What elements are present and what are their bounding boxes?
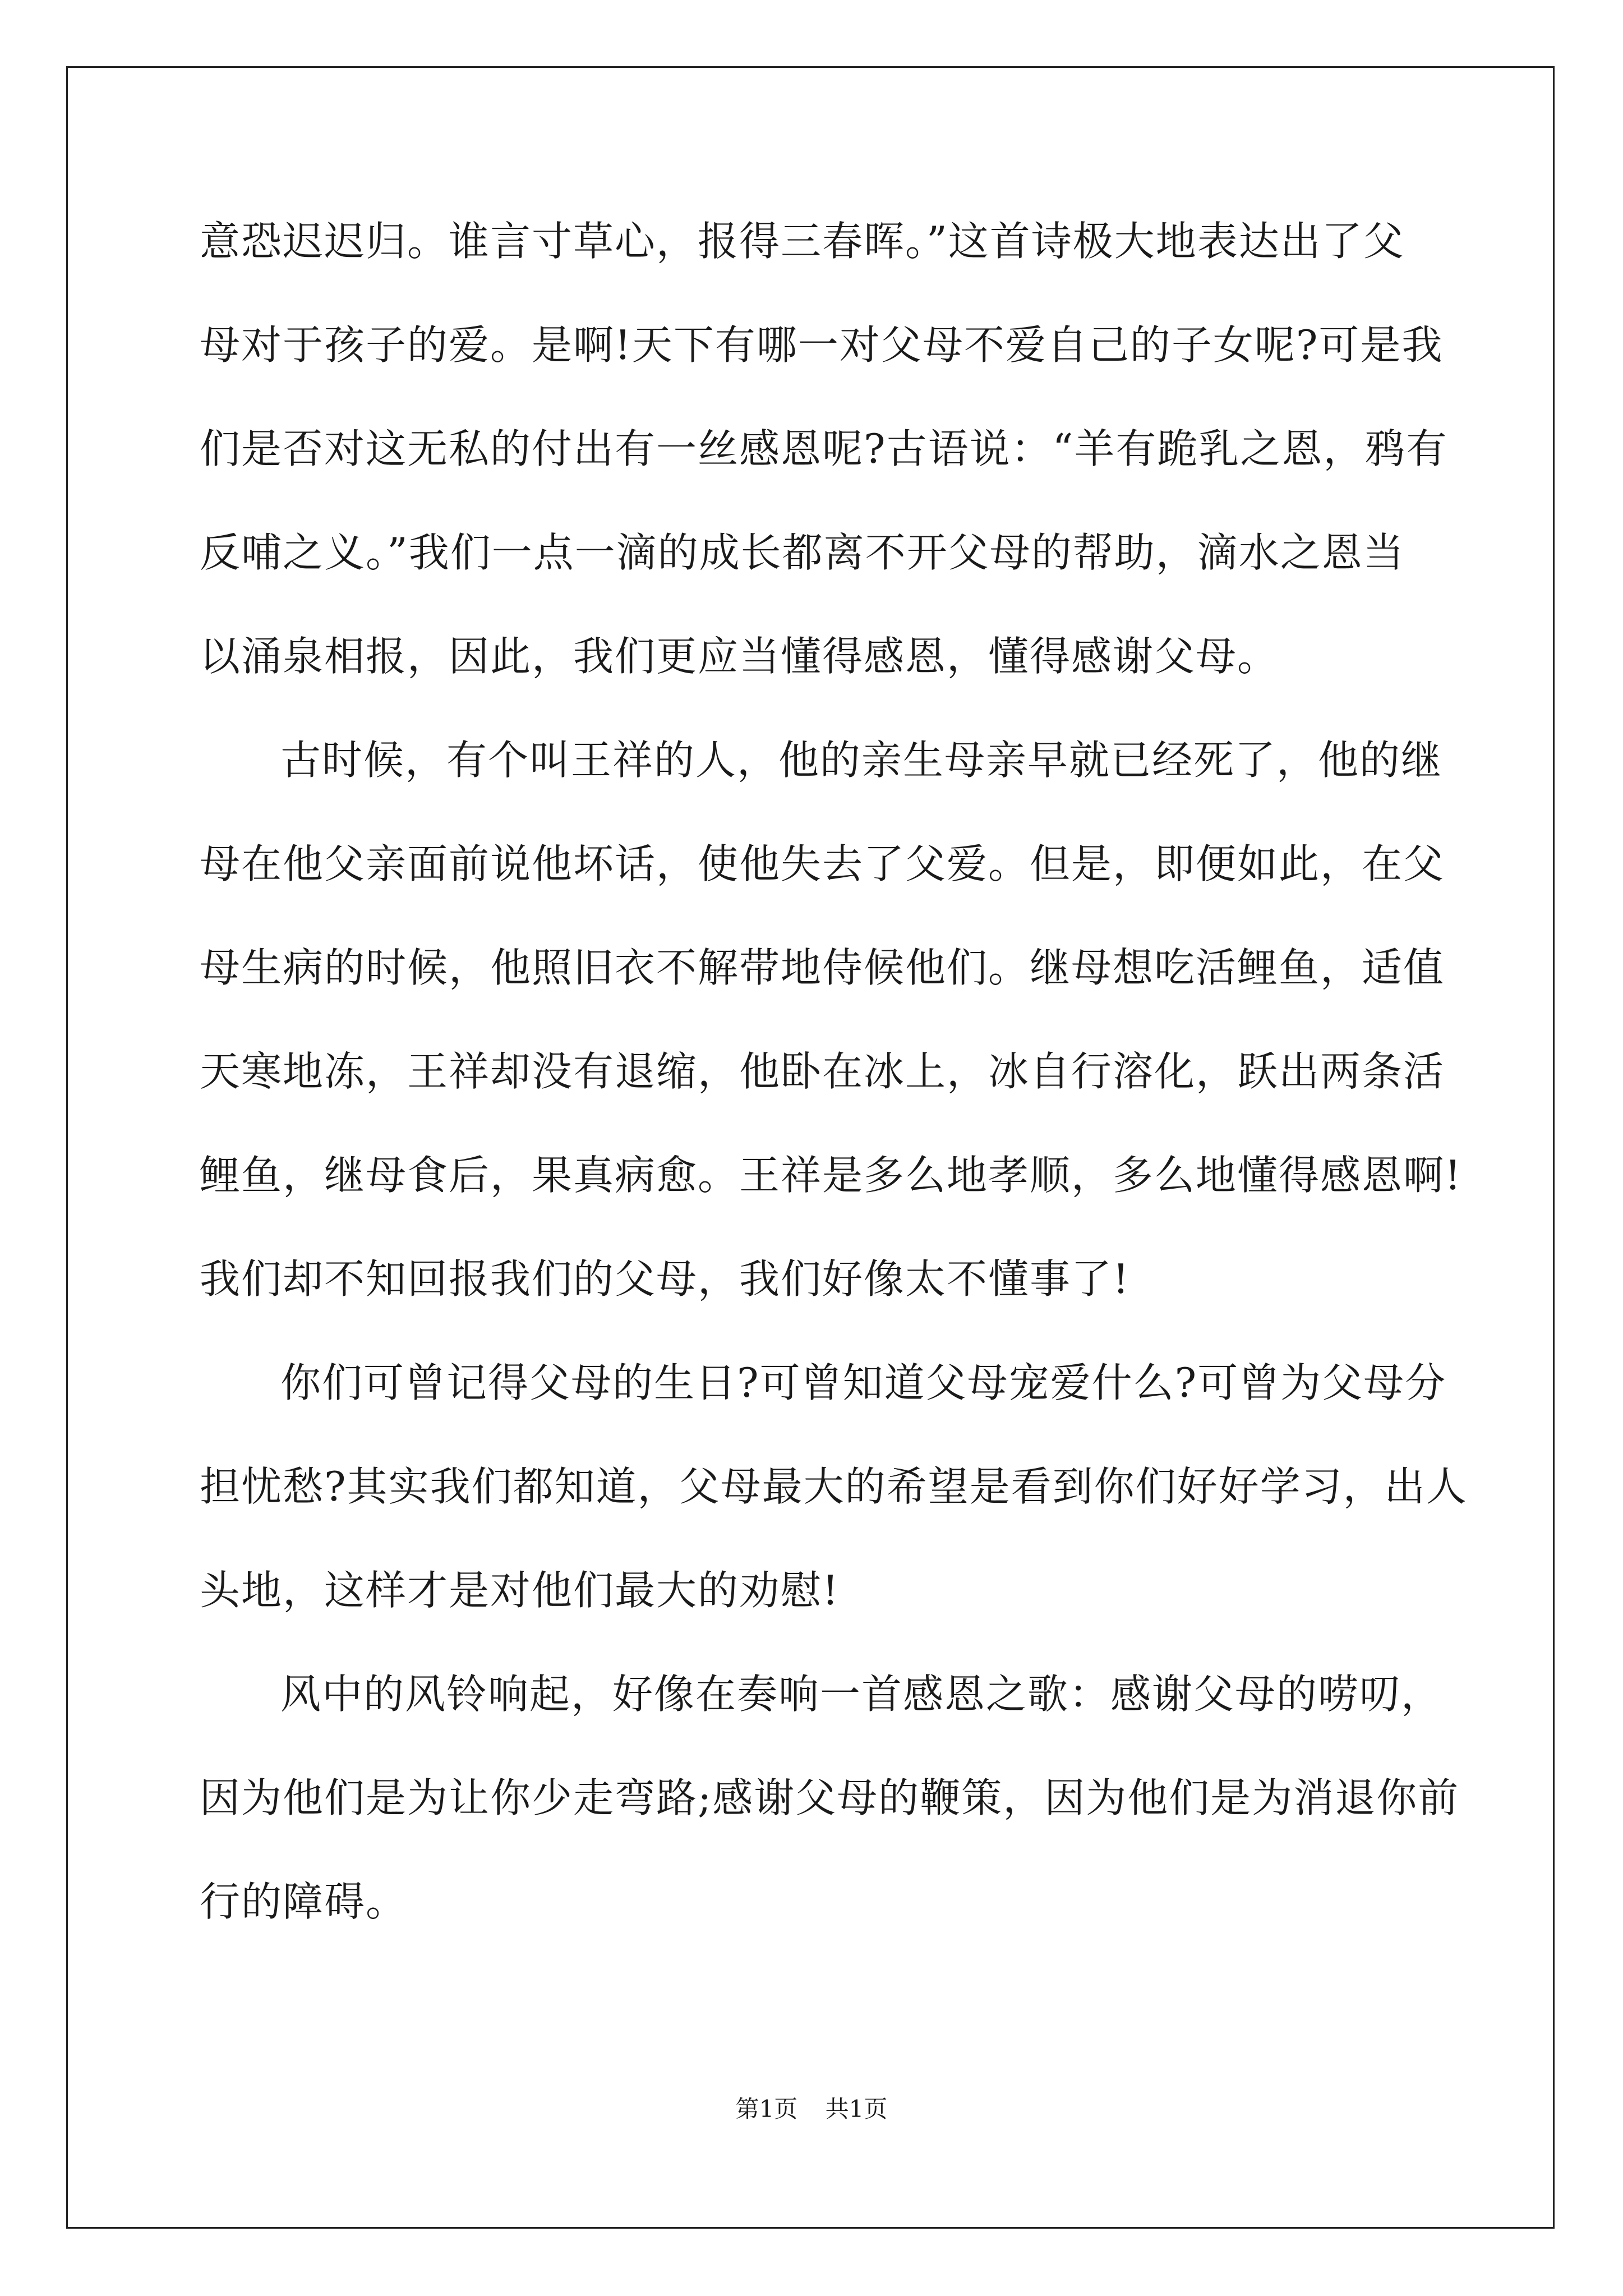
paragraph-start-line: 古时候，有个叫王祥的人，他的亲生母亲早就已经死了，他的继 [280,737,1443,784]
text-line: 母对于孩子的爱。是啊!天下有哪一对父母不爱自己的子女呢?可是我 [200,321,1444,369]
page-total: 共1页 [825,2095,888,2123]
text-line: 天寒地冻，王祥却没有退缩，他卧在冰上，冰自行溶化，跃出两条活 [200,1048,1445,1095]
paragraph-start-line: 风中的风铃响起，好像在奏响一首感恩之歌：感谢父母的唠叨， [280,1671,1443,1718]
text-line: 母在他父亲面前说他坏话，使他失去了父爱。但是，即便如此，在父 [200,840,1445,887]
text-line: 我们却不知回报我们的父母，我们好像太不懂事了! [200,1255,1130,1303]
text-line: 担忧愁?其实我们都知道，父母最大的希望是看到你们好好学习，出人 [200,1463,1468,1510]
text-line: 行的障碍。 [200,1878,408,1925]
page-number: 第1页 [735,2095,798,2123]
text-line: 反哺之义。”我们一点一滴的成长都离不开父母的帮助，滴水之恩当 [200,529,1405,576]
paragraph-start-line: 你们可曾记得父母的生日?可曾知道父母宠爱什么?可曾为父母分 [280,1359,1447,1406]
text-line: 因为他们是为让你少走弯路;感谢父母的鞭策，因为他们是为消退你前 [200,1774,1460,1821]
page-footer [0,2092,1623,2126]
text-line: 意恐迟迟归。谁言寸草心，报得三春晖。”这首诗极大地表达出了父 [200,218,1405,265]
text-line: 母生病的时候，他照旧衣不解带地侍候他们。继母想吃活鲤鱼，适值 [200,944,1445,991]
text-line: 以涌泉相报，因此，我们更应当懂得感恩，懂得感谢父母。 [200,633,1279,680]
text-line: 头地，这样才是对他们最大的劝慰! [200,1567,840,1614]
text-line: 鲤鱼，继母食后，果真病愈。王祥是多么地孝顺，多么地懂得感恩啊! [200,1152,1462,1199]
text-line: 们是否对这无私的付出有一丝感恩呢?古语说：“羊有跪乳之恩，鸦有 [200,425,1448,472]
